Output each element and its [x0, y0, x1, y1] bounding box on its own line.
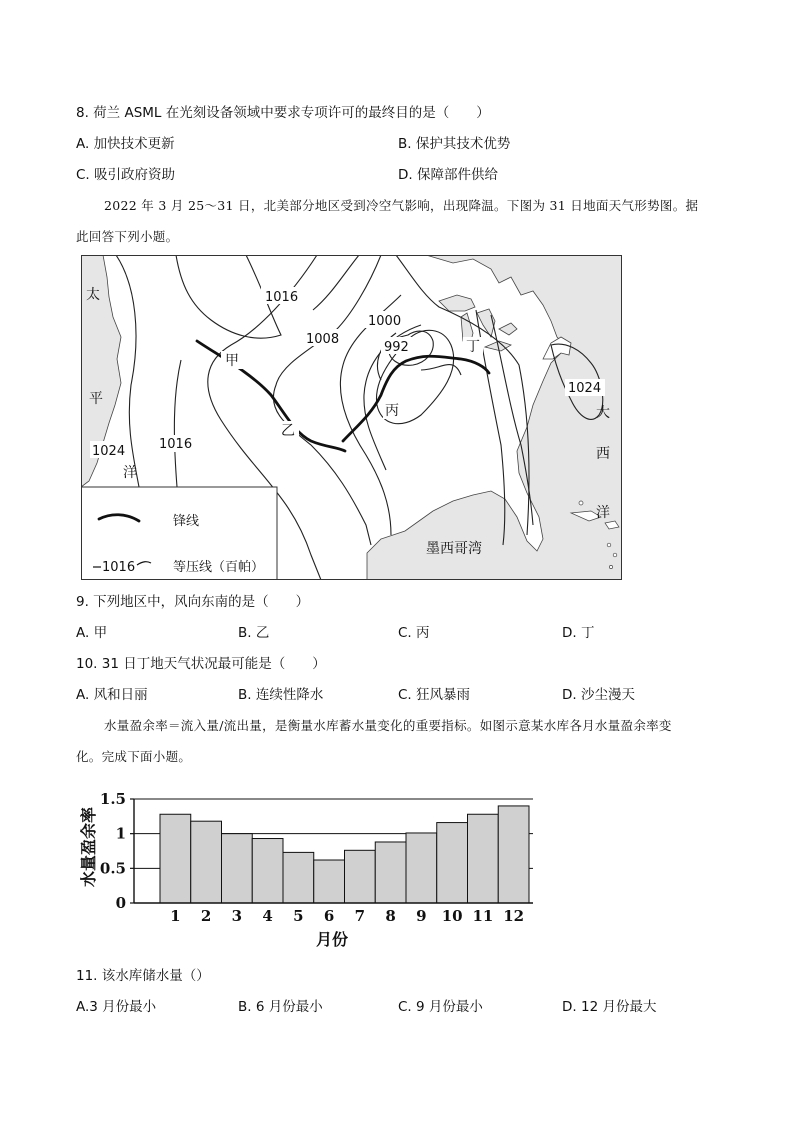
atlantic-char: 西 — [596, 446, 610, 462]
intro2-line1: 水量盈余率＝流入量/流出量，是衡量水库蓄水量变化的重要指标。如图示意某水库各月水量盈余率变 — [104, 718, 672, 733]
q11-option-c: C. 9 月份最小 — [398, 999, 483, 1015]
x-tick-label: 10 — [441, 907, 463, 925]
bar-month-9 — [406, 833, 437, 903]
q8-option-d: D. 保障部件供给 — [398, 167, 498, 183]
q9-option-a: A. 甲 — [76, 625, 108, 641]
bar-month-4 — [252, 839, 283, 903]
q9-stem: 9. 下列地区中，风向东南的是（ ） — [76, 594, 310, 610]
bar-month-2 — [191, 821, 222, 903]
legend-front-label: 锋线 — [173, 514, 200, 529]
isobar-label: 1016 — [265, 290, 299, 305]
q9-option-d: D. 丁 — [562, 625, 595, 641]
q8-option-a: A. 加快技术更新 — [76, 136, 175, 152]
place-yi: 乙 — [281, 423, 295, 439]
isobar-label: 1024 — [568, 381, 602, 396]
map-legend — [81, 487, 277, 580]
q10-option-b: B. 连续性降水 — [238, 687, 324, 703]
x-tick-label: 11 — [472, 907, 494, 925]
q10-option-c: C. 狂风暴雨 — [398, 687, 471, 703]
x-tick-label: 2 — [200, 907, 212, 925]
x-tick-label: 1 — [170, 907, 181, 925]
bar-month-12 — [498, 806, 529, 903]
x-tick-label: 8 — [385, 907, 396, 925]
y-tick-label: 1.5 — [99, 790, 126, 808]
bar-month-8 — [375, 842, 406, 903]
x-tick-label: 12 — [503, 907, 525, 925]
x-tick-label: 7 — [354, 907, 366, 925]
atlantic-char: 大 — [596, 405, 610, 421]
isobar-label: 1000 — [368, 314, 402, 329]
x-tick-label: 3 — [231, 907, 243, 925]
y-axis-title: 水量盈余率 — [79, 806, 98, 888]
weather-map — [81, 255, 622, 580]
place-jia: 甲 — [225, 353, 239, 369]
x-tick-label: 6 — [323, 907, 335, 925]
q10-option-d: D. 沙尘漫天 — [562, 687, 635, 703]
q9-option-b: B. 乙 — [238, 625, 270, 641]
isobar-label: 1008 — [306, 332, 340, 347]
isobar-label: 1016 — [159, 437, 193, 452]
y-tick-label: 1 — [115, 824, 126, 843]
isobar-label: 992 — [384, 340, 409, 355]
q8-option-c: C. 吸引政府资助 — [76, 167, 176, 183]
bar-month-11 — [468, 814, 499, 903]
isobar-label: 1024 — [92, 444, 126, 459]
y-tick-label: 0 — [115, 894, 126, 912]
place-ding: 丁 — [466, 339, 480, 355]
q11-option-a: A.3 月份最小 — [76, 999, 157, 1015]
legend-isobar-label: 等压线（百帕） — [173, 560, 265, 575]
gulf-label: 墨西哥湾 — [426, 541, 482, 557]
x-axis-title: 月份 — [315, 930, 349, 949]
bar-month-7 — [345, 850, 376, 903]
intro1-line2: 此回答下列小题。 — [76, 229, 179, 244]
x-tick-label: 5 — [293, 907, 304, 925]
legend-isobar-value: 1016 — [102, 560, 136, 575]
pacific-char: 太 — [86, 287, 100, 303]
q8-stem: 8. 荷兰 ASML 在光刻设备领域中要求专项许可的最终目的是（ ） — [76, 105, 490, 121]
bar-month-1 — [160, 814, 191, 903]
intro1-line1: 2022 年 3 月 25～31 日，北美部分地区受到冷空气影响，出现降温。下图为 31 日地面天气形势图。据 — [104, 198, 699, 213]
y-tick-label: 0.5 — [99, 859, 126, 878]
surplus-rate-chart — [76, 785, 556, 955]
q11-option-b: B. 6 月份最小 — [238, 999, 323, 1015]
q11-stem: 11. 该水库储水量（） — [76, 968, 210, 984]
bar-month-6 — [314, 860, 345, 903]
q9-option-c: C. 丙 — [398, 625, 430, 641]
place-bing: 丙 — [385, 403, 399, 419]
pacific-char: 平 — [89, 391, 103, 407]
q11-option-d: D. 12 月份最大 — [562, 999, 657, 1015]
q10-stem: 10. 31 日丁地天气状况最可能是（ ） — [76, 656, 326, 672]
q10-option-a: A. 风和日丽 — [76, 687, 148, 703]
intro2-line2: 化。完成下面小题。 — [76, 749, 192, 764]
x-tick-label: 4 — [262, 907, 273, 925]
q8-option-b: B. 保护其技术优势 — [398, 136, 511, 152]
x-tick-label: 9 — [416, 907, 427, 925]
pacific-char: 洋 — [123, 465, 137, 481]
atlantic-char: 洋 — [596, 505, 610, 521]
bar-month-3 — [222, 834, 253, 903]
bar-month-10 — [437, 823, 468, 903]
bar-month-5 — [283, 852, 314, 903]
